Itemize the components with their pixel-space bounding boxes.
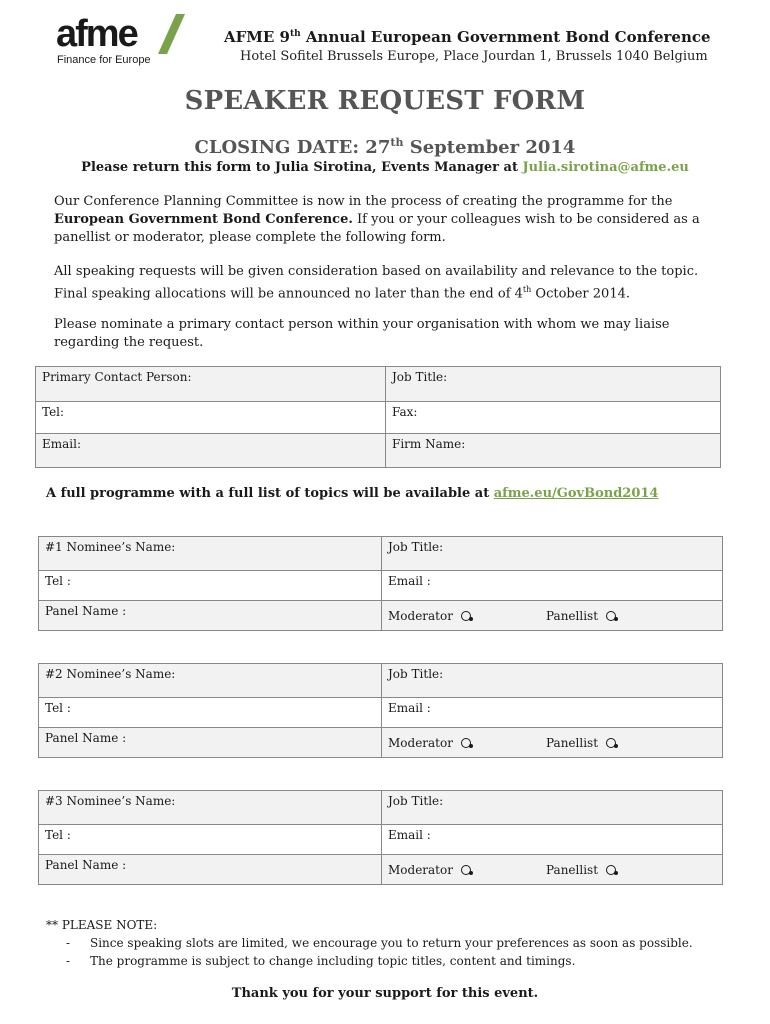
nominee-1-email-field[interactable]: Email : xyxy=(382,571,723,601)
contact-firm-name-field[interactable]: Firm Name: xyxy=(386,434,721,468)
nominee-3-table xyxy=(38,790,723,885)
logo-tagline: Finance for Europe xyxy=(57,54,151,66)
radio-circle-icon[interactable] xyxy=(606,738,616,748)
nominee-3-role-cell xyxy=(382,855,723,885)
contact-fax-field[interactable]: Fax: xyxy=(386,402,721,434)
nominee-2-moderator-option[interactable] xyxy=(388,736,471,750)
nominee-1-panellist-option[interactable] xyxy=(546,609,616,623)
nominee-2-tel-field[interactable]: Tel : xyxy=(39,698,382,728)
radio-circle-icon[interactable] xyxy=(461,611,471,621)
nominee-2-name-field[interactable]: #2 Nominee’s Name: xyxy=(39,664,382,698)
intro-paragraph-2 xyxy=(54,263,714,303)
return-text: Please return this form to Julia Sirotina, Events Manager at xyxy=(81,160,523,175)
nominee-3-email-field[interactable]: Email : xyxy=(382,825,723,855)
radio-circle-icon[interactable] xyxy=(461,865,471,875)
panellist-label: Panellist xyxy=(546,863,599,877)
nominee-3-panellist-option[interactable] xyxy=(546,863,616,877)
programme-link[interactable]: afme.eu/GovBond2014 xyxy=(493,486,659,501)
nominee-2-panel-field[interactable]: Panel Name : xyxy=(39,728,382,758)
intro-paragraph-3: Please nominate a primary contact person within your organisation with whom we may liaise regarding the request. xyxy=(54,317,670,350)
note-heading: ** PLEASE NOTE: xyxy=(46,918,158,932)
intro-p1-text: Our Conference Planning Committee is now in the process of creating the programme for the xyxy=(54,194,673,209)
note-item xyxy=(66,936,693,950)
primary-contact-table xyxy=(35,366,721,468)
nominee-1-name-field[interactable]: #1 Nominee’s Name: xyxy=(39,537,382,571)
panellist-label: Panellist xyxy=(546,609,599,623)
nominee-2-email-field[interactable]: Email : xyxy=(382,698,723,728)
radio-circle-icon[interactable] xyxy=(461,738,471,748)
radio-circle-icon[interactable] xyxy=(606,865,616,875)
closing-date xyxy=(0,136,770,158)
thank-you-message: Thank you for your support for this event. xyxy=(231,986,539,1001)
intro-paragraph-1 xyxy=(54,193,714,247)
nominee-1-panel-field[interactable]: Panel Name : xyxy=(39,601,382,631)
radio-circle-icon[interactable] xyxy=(606,611,616,621)
nominee-3-name-field[interactable]: #3 Nominee’s Name: xyxy=(39,791,382,825)
nominee-3-job-field[interactable]: Job Title: xyxy=(382,791,723,825)
intro-p2-sup: th xyxy=(522,285,532,294)
nominee-2-role-cell xyxy=(382,728,723,758)
intro-p2-text-end: October 2014. xyxy=(531,286,630,302)
nominee-1-table xyxy=(38,536,723,631)
nominee-1-moderator-option[interactable] xyxy=(388,609,471,623)
closing-date-rest: September 2014 xyxy=(403,137,576,158)
logo-wordmark: afme xyxy=(56,13,137,55)
panellist-label: Panellist xyxy=(546,736,599,750)
logo-slash-icon xyxy=(158,14,186,54)
intro-p1-bold: European Government Bond Conference. xyxy=(54,212,353,227)
nominee-2-panellist-option[interactable] xyxy=(546,736,616,750)
note-dash: - xyxy=(66,954,71,968)
contact-email-field[interactable]: Email: xyxy=(36,434,386,468)
conf-title-sup: th xyxy=(289,29,301,39)
contact-tel-field[interactable]: Tel: xyxy=(36,402,386,434)
afme-logo xyxy=(56,14,196,70)
closing-date-part: CLOSING DATE: 27 xyxy=(194,137,391,158)
moderator-label: Moderator xyxy=(388,609,453,623)
note-dash: - xyxy=(66,936,71,950)
nominee-1-tel-field[interactable]: Tel : xyxy=(39,571,382,601)
programme-text: A full programme with a full list of topics will be available at xyxy=(46,486,494,501)
intro-p1-text-end: If you or your colleagues wish to be considered as a panellist or moderator, please complete the following form. xyxy=(54,212,700,245)
contact-job-title-field[interactable]: Job Title: xyxy=(386,367,721,402)
conference-venue: Hotel Sofitel Brussels Europe, Place Jourdan 1, Brussels 1040 Belgium xyxy=(240,49,708,64)
intro-p2-text: All speaking requests will be given consideration based on availability and relevance to the topic. Final speaking allocations will be announced no later than the end of 4 xyxy=(54,264,699,302)
primary-contact-field[interactable]: Primary Contact Person: xyxy=(36,367,386,402)
nominee-2-table xyxy=(38,663,723,758)
events-manager-email-link[interactable]: Julia.sirotina@afme.eu xyxy=(522,160,689,175)
conf-title-part: AFME 9 xyxy=(224,28,290,46)
note-item-text: The programme is subject to change including topic titles, content and timings. xyxy=(90,954,576,968)
nominee-3-panel-field[interactable]: Panel Name : xyxy=(39,855,382,885)
return-instructions xyxy=(0,160,770,175)
programme-notice xyxy=(46,486,658,501)
nominee-2-job-field[interactable]: Job Title: xyxy=(382,664,723,698)
note-item-text: Since speaking slots are limited, we encourage you to return your preferences as soon as possible. xyxy=(90,936,693,950)
form-title: SPEAKER REQUEST FORM xyxy=(184,86,586,116)
moderator-label: Moderator xyxy=(388,863,453,877)
moderator-label: Moderator xyxy=(388,736,453,750)
nominee-1-role-cell xyxy=(382,601,723,631)
conference-title xyxy=(224,28,711,46)
closing-date-sup: th xyxy=(390,136,404,149)
conf-title-rest: Annual European Government Bond Conference xyxy=(300,28,711,46)
note-item xyxy=(66,954,575,968)
nominee-3-moderator-option[interactable] xyxy=(388,863,471,877)
nominee-3-tel-field[interactable]: Tel : xyxy=(39,825,382,855)
nominee-1-job-field[interactable]: Job Title: xyxy=(382,537,723,571)
